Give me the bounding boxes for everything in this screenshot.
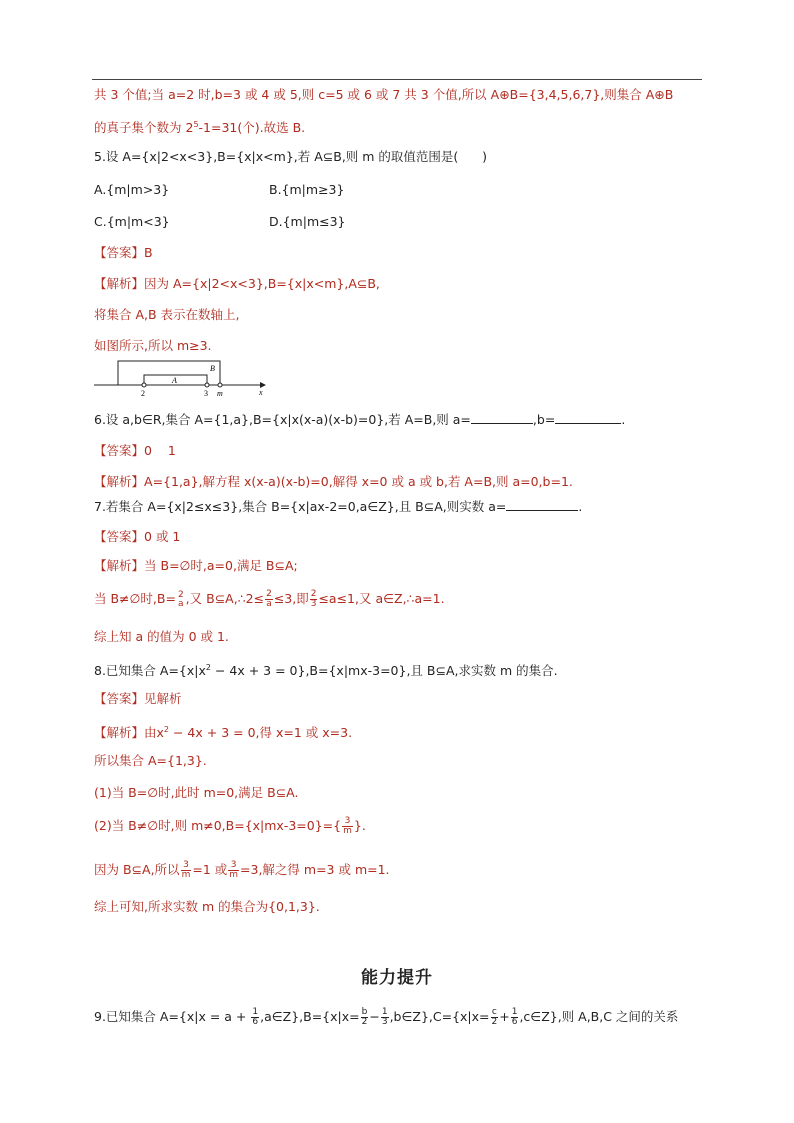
q8-answer: 【答案】见解析	[94, 691, 182, 706]
prev-answer-line-2: 的真子集个数为 $2^5-1=31$(个).故选 B.	[94, 120, 306, 136]
q7-analysis-3: 综上知 a 的值为 0 或 1.	[94, 629, 229, 644]
q5-analysis-2: 将集合 A,B 表示在数轴上,	[94, 307, 240, 322]
q5-answer: 【答案】B	[94, 245, 153, 260]
q6-stem: 6.设 a,b∈R,集合 A={1,a},B={x|x(x-a)(x-b)=0},若 A=B,则 a= ,b= .	[94, 412, 626, 427]
label-b: B	[210, 364, 215, 373]
q6-answer: 【答案】0 1	[94, 443, 176, 458]
q5-stem: 5.设 A={x|2<x<3},B={x|x<m},若 A⊆B,则 m 的取值范围是( )	[94, 149, 488, 164]
q5-option-d: D.{m|m≤3}	[269, 214, 346, 229]
q9-stem: 9.已知集合 A={x|x = a + $\frac{1}{6}$ ,a∈Z},B={x|x= $\frac{b}{2}$ − $\frac{1}{3}$ ,b∈Z},C={x|x= $\frac{c}{2}$ + $\frac{1}{6}$ ,c∈Z},则 A,B,C 之间的关系	[94, 1007, 679, 1027]
q8-analysis-1: 【解析】由$x^2 - 4x + 3 = 0$,得 x=1 或 x=3.	[94, 725, 353, 741]
q8-analysis-5: 因为 B⊆A,所以 $\frac{3}{m}$ =1 或 $\frac{3}{m}$ =3,解之得 m=3 或 m=1.	[94, 860, 390, 880]
point-2	[142, 383, 146, 387]
q8-analysis-4: (2)当 B≠∅时,则 m≠0,B={x|mx-3=0}={ $\frac{3}{m}$ }.	[94, 816, 366, 836]
q6-blank-b	[555, 411, 621, 424]
point-3	[205, 383, 209, 387]
q5-option-b: B.{m|m≥3}	[269, 182, 345, 197]
number-line-figure	[94, 357, 269, 399]
q5-option-c: C.{m|m<3}	[94, 214, 170, 229]
q7-answer: 【答案】0 或 1	[94, 529, 181, 544]
q8-analysis-3: (1)当 B=∅时,此时 m=0,满足 B⊆A.	[94, 785, 299, 800]
set-b-bracket	[118, 361, 220, 385]
q5-analysis-1: 【解析】因为 A={x|2<x<3},B={x|x<m},A⊆B,	[94, 276, 380, 291]
axis-label-x: x	[259, 388, 263, 397]
q7-blank	[506, 498, 578, 511]
tick-3: 3	[204, 389, 208, 398]
q7-analysis-2: 当 B≠∅时,B= 2 a ,又 B⊆A,∴2≤ $\frac{2}{a}$ ≤3,即 $\frac{2}{3}$ ≤a≤1,又 a∈Z,∴a=1.	[94, 589, 445, 609]
tick-m: m	[217, 389, 223, 398]
q5-option-a: A.{m|m>3}	[94, 182, 170, 197]
label-a: A	[172, 376, 177, 385]
q6-analysis: 【解析】A={1,a},解方程 x(x-a)(x-b)=0,解得 x=0 或 a 或 b,若 A=B,则 a=0,b=1.	[94, 474, 573, 489]
q8-stem: 8.已知集合 $A=\{x|x^2 - 4x + 3 = 0\},B=\{x|mx-3=0\}$,且 B⊆A,求实数 m 的集合.	[94, 663, 558, 679]
prev-answer-line-1: 共 3 个值;当 a=2 时,b=3 或 4 或 5,则 c=5 或 6 或 7 共 3 个值,所以 A⊕B={3,4,5,6,7},则集合 A⊕B	[94, 87, 674, 102]
header-rule	[92, 79, 702, 80]
q8-analysis-6: 综上可知,所求实数 m 的集合为{0,1,3}.	[94, 899, 320, 914]
q6-blank-a	[471, 411, 533, 424]
q7-analysis-1: 【解析】当 B=∅时,a=0,满足 B⊆A;	[94, 558, 298, 573]
q8-analysis-2: 所以集合 A={1,3}.	[94, 753, 207, 768]
q7-stem: 7.若集合 A={x|2≤x≤3},集合 B={x|ax-2=0,a∈Z},且 B⊆A,则实数 a= .	[94, 499, 583, 514]
point-m	[218, 383, 222, 387]
section-heading: 能力提升	[361, 968, 433, 988]
tick-2: 2	[141, 389, 145, 398]
q5-analysis-3: 如图所示,所以 m≥3.	[94, 338, 212, 353]
